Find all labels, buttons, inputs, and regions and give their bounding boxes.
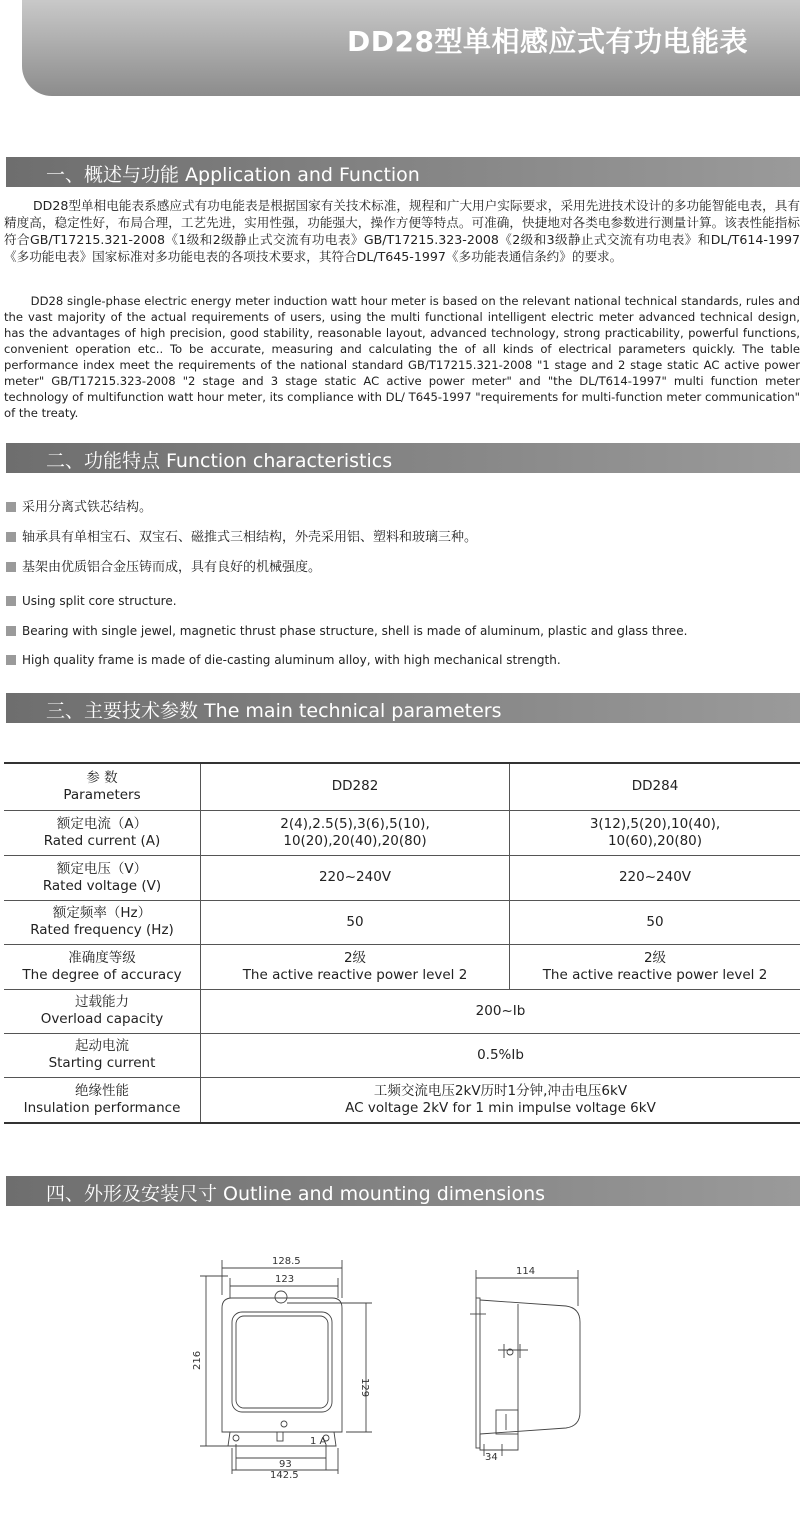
side-view [470, 1270, 580, 1456]
row-label: 过载能力 Overload capacity [4, 989, 201, 1033]
cell-dd282: 220~240V [201, 855, 510, 900]
bullet-square-icon [6, 626, 16, 636]
bullet-square-icon [6, 596, 16, 606]
cell-merged: 工频交流电压2kV历时1分钟,冲击电压6kV AC voltage 2kV for 1 min impulse voltage 6kV [201, 1077, 800, 1123]
section-header-dimensions [6, 1176, 800, 1206]
section-header-features [6, 443, 800, 473]
header-dd284: DD284 [510, 763, 800, 810]
table-row [4, 810, 800, 855]
section-title: 二、功能特点 Function characteristics [46, 450, 393, 472]
row-label: 额定电压（V） Rated voltage (V) [4, 855, 201, 900]
section-title: 三、主要技术参数 The main technical parameters [46, 700, 502, 722]
header-parameters: 参 数 Parameters [4, 763, 201, 810]
dim-base: 34 [485, 1452, 498, 1463]
title-banner [0, 0, 800, 96]
cell-dd284: 50 [510, 900, 800, 944]
table-header-row [4, 763, 800, 810]
dim-height: 216 [192, 1350, 203, 1370]
dim-holes: 93 [279, 1459, 292, 1470]
cell-merged: 200~Ib [201, 989, 800, 1033]
section-header-parameters [6, 693, 800, 723]
feature-en-3: High quality frame is made of die-casting aluminum alloy, with high mechanical strength. [6, 653, 561, 667]
cell-merged: 0.5%Ib [201, 1033, 800, 1077]
table-row [4, 1033, 800, 1077]
feature-cn-3: 基架由优质铝合金压铸而成，具有良好的机械强度。 [6, 556, 321, 575]
cell-dd282: 2级 The active reactive power level 2 [201, 944, 510, 989]
feature-cn-2: 轴承具有单相宝石、双宝石、磁推式三相结构，外壳采用铝、塑料和玻璃三种。 [6, 526, 477, 545]
dim-height-inner: 129 [359, 1378, 370, 1398]
overview-cn-paragraph: DD28型单相电能表系感应式有功电能表是根据国家有关技术标准，规程和广大用户实际要求，采用先进技术设计的多功能智能电表，具有精度高，稳定性好，布局合理，工艺先进，实用性强，功能强大，操作方便等特点。可准确，快捷地对各类电参数进行测量计算。该表性能指标符合GB/T17215.321-2008《1级和2级静止式交流有功电表》GB/T17215.323-2008《2级和3级静止式交流有功电表》和DL/T614-1997《多功能电表》国家标准对多功能电表的各项技术要求，其符合DL/T645-1997《多功能表通信条约》的要求。 [4, 198, 800, 264]
feature-cn-1: 采用分离式铁芯结构。 [6, 496, 152, 515]
bullet-square-icon [6, 655, 16, 665]
outline-drawing [0, 1240, 800, 1480]
cell-dd284: 220~240V [510, 855, 800, 900]
row-label: 准确度等级 The degree of accuracy [4, 944, 201, 989]
table-row [4, 855, 800, 900]
row-label: 绝缘性能 Insulation performance [4, 1077, 201, 1123]
bullet-square-icon [6, 532, 16, 542]
feature-en-1: Using split core structure. [6, 594, 177, 608]
cell-dd284: 2级 The active reactive power level 2 [510, 944, 800, 989]
dim-width-inner: 123 [275, 1274, 295, 1285]
table-row [4, 1077, 800, 1123]
section-title: 四、外形及安装尺寸 Outline and mounting dimensions [46, 1183, 546, 1205]
row-label: 额定电流（A） Rated current (A) [4, 810, 201, 855]
cell-dd284: 3(12),5(20),10(40), 10(60),20(80) [510, 810, 800, 855]
row-label: 额定频率（Hz） Rated frequency (Hz) [4, 900, 201, 944]
dim-width-top: 128.5 [272, 1256, 301, 1267]
dim-bottom-width: 142.5 [270, 1470, 299, 1480]
front-view [200, 1260, 372, 1474]
overview-en-paragraph: DD28 single-phase electric energy meter induction watt hour meter is based on the relevant national technical standards, rules and the vast majority of the actual requirements of users, using the multi functional intelligent electric meter advanced technical design, has the advantages of high precision, good stability, reasonable layout, advanced technology, strong practicability, powerful functions, convenient operation etc.. To be accurate, measuring and calculating the of all kinds of electrical parameters quickly. The table performance index meet the requirements of the national standard GB/T17215.321-2008 "1 stage and 2 stage static AC active power meter" GB/T17215.323-2008 "2 stage and 3 stage static AC active power meter" and "the DL/T614-1997" multi function meter technology of multifunction watt hour meter, its compliance with DL/ T645-1997 "requirements for multi-function meter communication" of the treaty. [4, 294, 800, 420]
section-title: 一、概述与功能 Application and Function [46, 164, 420, 186]
cell-dd282: 2(4),2.5(5),3(6),5(10), 10(20),20(40),20(80) [201, 810, 510, 855]
feature-en-2: Bearing with single jewel, magnetic thrust phase structure, shell is made of aluminum, plastic and glass three. [6, 624, 687, 638]
header-dd282: DD282 [201, 763, 510, 810]
dim-depth: 114 [516, 1266, 536, 1277]
parameters-table [4, 762, 800, 1124]
table-row [4, 989, 800, 1033]
cell-dd282: 50 [201, 900, 510, 944]
bullet-square-icon [6, 502, 16, 512]
table-row [4, 900, 800, 944]
row-label: 起动电流 Starting current [4, 1033, 201, 1077]
table-row [4, 944, 800, 989]
bullet-square-icon [6, 562, 16, 572]
page-title: DD28型单相感应式有功电能表 [347, 25, 748, 58]
terminal-mark: 1 A [310, 1436, 327, 1447]
section-header-application [6, 157, 800, 187]
